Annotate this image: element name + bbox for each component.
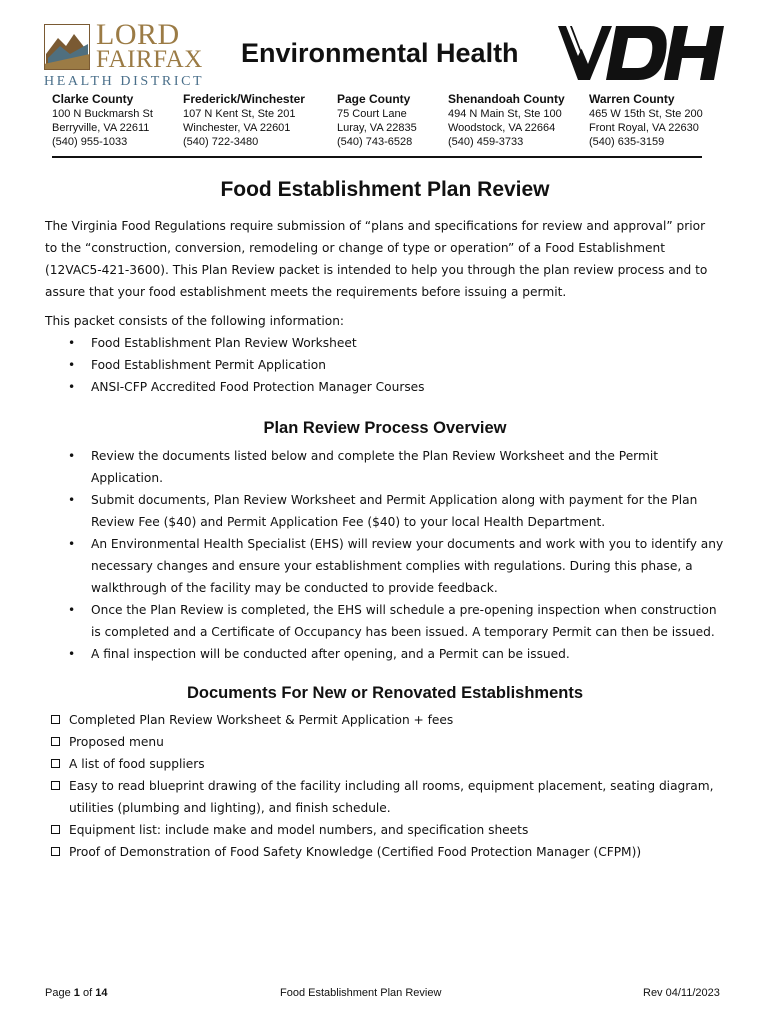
office-name: Clarke County	[52, 92, 134, 106]
list-item-line: Once the Plan Review is completed, the EHS will schedule a pre-opening inspection when construction	[91, 603, 717, 617]
intro-line: assure that your food establishment meets the requirements before issuing a permit.	[45, 285, 567, 299]
intro-line: (12VAC5-421-3600). This Plan Review packet is intended to help you through the plan review process and to	[45, 263, 708, 277]
office-phone: (540) 743-6528	[337, 136, 413, 148]
page-total: 14	[95, 987, 108, 999]
bullet-icon: •	[68, 358, 76, 372]
footer-page-number	[45, 986, 107, 1000]
checklist-item-line: Completed Plan Review Worksheet & Permit Application + fees	[69, 713, 454, 727]
list-item	[45, 332, 730, 354]
office-phone: (540) 635-3159	[589, 136, 665, 148]
office-city: Winchester, VA 22601	[183, 122, 291, 134]
footer-revision: Rev 04/11/2023	[643, 987, 720, 999]
list-item-line: necessary changes and ensure your establishment complies with regulations. During this phase, a	[91, 559, 693, 573]
office-phone: (540) 722-3480	[183, 136, 259, 148]
list-item	[45, 599, 730, 643]
office-city: Berryville, VA 22611	[52, 122, 150, 134]
bullet-icon: •	[68, 336, 76, 350]
list-item	[45, 376, 730, 398]
list-item-line: is completed and a Certificate of Occupancy has been issued. A temporary Permit can then be issued.	[91, 625, 715, 639]
office-shenandoah	[448, 91, 565, 149]
checklist-item-line: Equipment list: include make and model numbers, and specification sheets	[69, 823, 529, 837]
office-name: Frederick/Winchester	[183, 92, 305, 106]
bullet-icon: •	[68, 603, 76, 617]
list-item	[45, 533, 730, 599]
checklist-item-line: Proof of Demonstration of Food Safety Knowledge (Certified Food Protection Manager (CFPM))	[69, 845, 642, 859]
office-phone: (540) 955-1033	[52, 136, 128, 148]
packet-lead: This packet consists of the following information:	[45, 314, 345, 328]
page-current: 1	[73, 987, 80, 999]
intro-paragraph	[45, 215, 725, 303]
intro-line: to the “construction, conversion, remodeling or change of type or operation” of a Food Establishment	[45, 241, 665, 255]
bullet-icon: •	[68, 647, 76, 661]
bullet-icon: •	[68, 449, 76, 463]
office-city: Woodstock, VA 22664	[448, 122, 556, 134]
intro-line: The Virginia Food Regulations require submission of “plans and specifications for review and approval” prior	[45, 219, 706, 233]
checkbox-icon[interactable]	[51, 759, 60, 768]
office-name: Warren County	[589, 92, 675, 106]
checklist-item-line: A list of food suppliers	[69, 757, 205, 771]
list-item	[45, 489, 730, 533]
process-list	[45, 445, 730, 665]
checklist-item-line: Proposed menu	[69, 735, 164, 749]
packet-list	[45, 332, 730, 398]
office-frederick-winchester	[183, 91, 305, 149]
office-page	[337, 91, 417, 149]
process-heading: Plan Review Process Overview	[263, 419, 507, 437]
office-locations	[52, 91, 712, 151]
bullet-icon: •	[68, 537, 76, 551]
office-address: 465 W 15th St, Ste 200	[589, 108, 703, 120]
office-name: Page County	[337, 92, 411, 106]
list-item-line: Review the documents listed below and complete the Plan Review Worksheet and the Permit	[91, 449, 659, 463]
checklist-item	[51, 819, 731, 841]
office-city: Luray, VA 22835	[337, 122, 417, 134]
list-item-line: Submit documents, Plan Review Worksheet and Permit Application along with payment for the Plan	[91, 493, 698, 507]
bullet-icon: •	[68, 380, 76, 394]
office-address: 107 N Kent St, Ste 201	[183, 108, 296, 120]
office-warren	[589, 91, 703, 149]
bullet-icon: •	[68, 493, 76, 507]
lord-fairfax-logo	[44, 18, 219, 94]
checklist-item	[51, 731, 731, 753]
checklist-item-line: Easy to read blueprint drawing of the facility including all rooms, equipment placement, seating diagram,	[69, 779, 714, 793]
mountain-logo-icon	[44, 24, 90, 70]
office-address: 75 Court Lane	[337, 108, 407, 120]
checklist-item-line: utilities (plumbing and lighting), and finish schedule.	[69, 801, 391, 815]
office-clarke	[52, 91, 153, 149]
logo-fairfax-text: FAIRFAX	[96, 46, 203, 73]
checkbox-icon[interactable]	[51, 781, 60, 790]
list-item-line: Review Fee ($40) and Permit Application Fee ($40) to your local Health Department.	[91, 515, 606, 529]
list-item-line: A final inspection will be conducted after opening, and a Permit can be issued.	[91, 647, 570, 661]
documents-heading: Documents For New or Renovated Establishments	[186, 684, 584, 702]
checkbox-icon[interactable]	[51, 715, 60, 724]
checkbox-icon[interactable]	[51, 847, 60, 856]
vdh-logo	[558, 22, 726, 84]
list-item-line: An Environmental Health Specialist (EHS) will review your documents and work with you to identify any	[91, 537, 724, 551]
page-label: Page	[45, 987, 71, 999]
list-item-line: walkthrough of the facility may be conducted to provide feedback.	[91, 581, 498, 595]
documents-checklist	[51, 709, 731, 863]
checklist-item	[51, 709, 731, 731]
list-item	[45, 643, 730, 665]
list-item-line: Application.	[91, 471, 163, 485]
checklist-item	[51, 753, 731, 775]
checklist-item	[51, 841, 731, 863]
header-divider	[52, 156, 702, 158]
list-item-text: ANSI-CFP Accredited Food Protection Manager Courses	[91, 380, 425, 394]
checkbox-icon[interactable]	[51, 825, 60, 834]
list-item	[45, 445, 730, 489]
footer-document-name: Food Establishment Plan Review	[280, 987, 442, 999]
document-title: Food Establishment Plan Review	[220, 178, 550, 201]
office-address: 100 N Buckmarsh St	[52, 108, 153, 120]
list-item-text: Food Establishment Permit Application	[91, 358, 326, 372]
logo-lord-text: LORD	[96, 18, 180, 51]
list-item	[45, 354, 730, 376]
office-phone: (540) 459-3733	[448, 136, 524, 148]
checklist-item	[51, 775, 731, 819]
page-of: of	[82, 987, 93, 999]
page-title: Environmental Health	[241, 38, 519, 68]
office-name: Shenandoah County	[448, 92, 565, 106]
logo-health-district-text: HEALTH DISTRICT	[44, 74, 205, 89]
checkbox-icon[interactable]	[51, 737, 60, 746]
list-item-text: Food Establishment Plan Review Worksheet	[91, 336, 357, 350]
office-city: Front Royal, VA 22630	[589, 122, 699, 134]
office-address: 494 N Main St, Ste 100	[448, 108, 562, 120]
